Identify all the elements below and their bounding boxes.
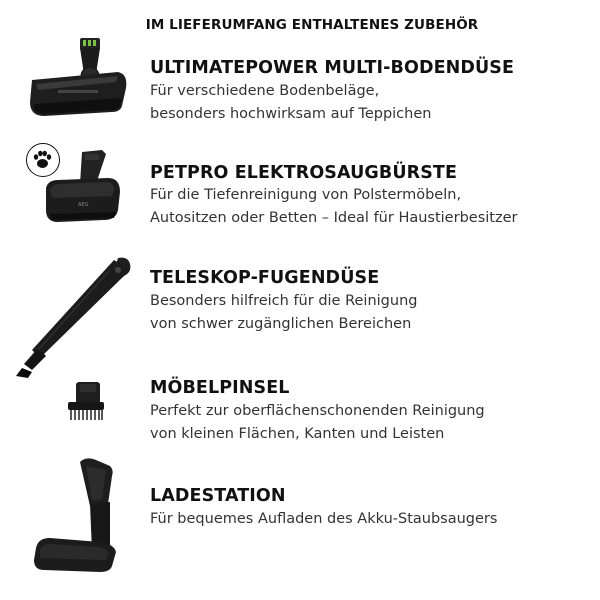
charging-station-image <box>30 456 140 576</box>
description-line: besonders hochwirksam auf Teppichen <box>150 106 432 122</box>
description-line: Für verschiedene Bodenbeläge, <box>150 83 380 99</box>
crevice-tool-image <box>10 250 140 390</box>
description-line: Für bequemes Aufladen des Akku-Staubsaugers <box>150 511 498 527</box>
description-line: Perfekt zur oberflächenschonenden Reinigung <box>150 403 485 419</box>
item-description <box>150 80 431 126</box>
item-title: LADESTATION <box>150 486 286 506</box>
description-line: von kleinen Flächen, Kanten und Leisten <box>150 426 445 442</box>
item-title: TELESKOP-FUGENDÜSE <box>150 268 380 288</box>
item-title: ULTIMATEPOWER MULTI-BODENDÜSE <box>150 58 515 78</box>
pet-brush-image <box>40 148 130 228</box>
page-title: IM LIEFERUMFANG ENTHALTENES ZUBEHÖR <box>145 17 479 33</box>
brand-logo: AEG <box>78 202 89 208</box>
item-title: PETPRO ELEKTROSAUGBÜRSTE <box>150 163 458 183</box>
item-title: MÖBELPINSEL <box>150 378 290 398</box>
floor-nozzle-image <box>22 32 132 122</box>
item-description <box>150 400 485 446</box>
description-line: Besonders hilfreich für die Reinigung <box>150 293 418 309</box>
item-description <box>150 184 517 230</box>
item-description <box>150 508 497 531</box>
description-line: Für die Tiefenreinigung von Polstermöbeln, <box>150 187 462 203</box>
item-description <box>150 290 417 336</box>
description-line: Autositzen oder Betten – Ideal für Haustierbesitzer <box>150 210 518 226</box>
description-line: von schwer zugänglichen Bereichen <box>150 316 412 332</box>
dusting-brush-image <box>62 378 112 424</box>
